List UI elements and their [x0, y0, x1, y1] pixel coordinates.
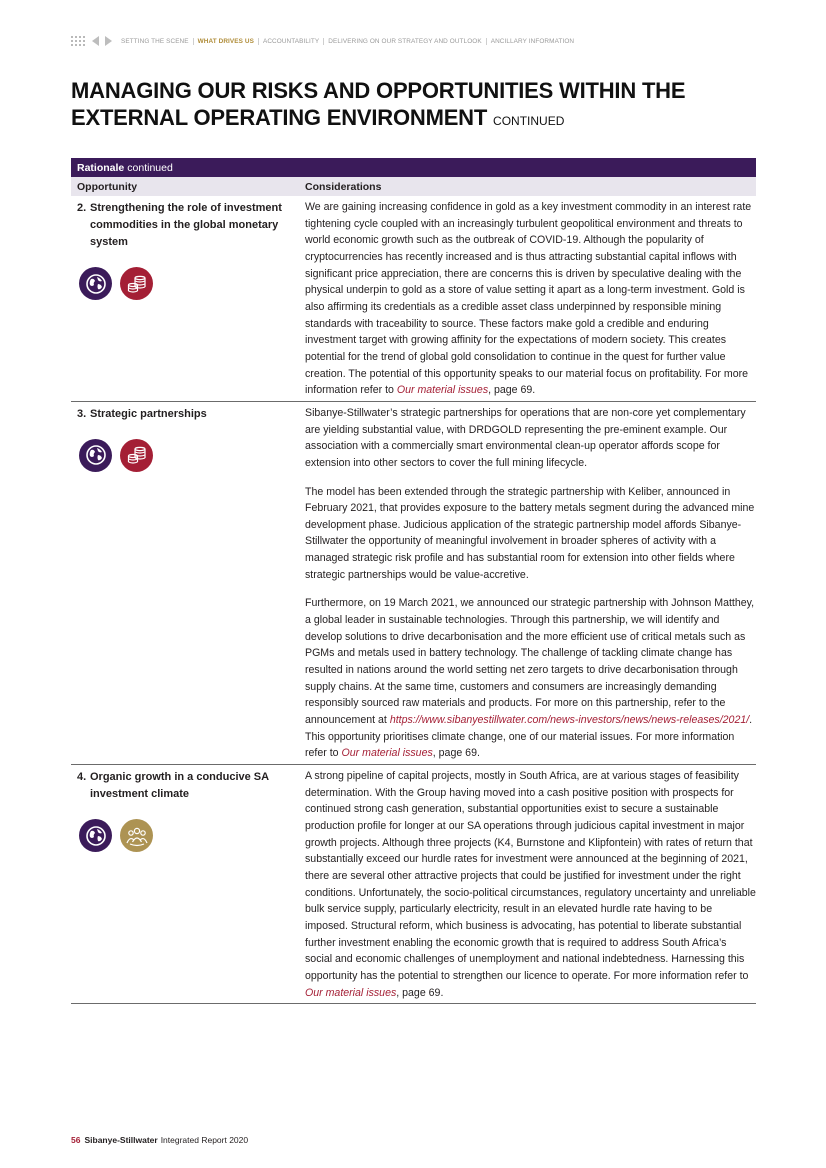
opportunity-title	[77, 769, 305, 803]
nav-link-delivering-strategy[interactable]: DELIVERING ON OUR STRATEGY AND OUTLOOK	[328, 37, 482, 45]
capital-icons	[79, 267, 305, 300]
nav-link-ancillary-information[interactable]: ANCILLARY INFORMATION	[490, 37, 575, 45]
table-row	[71, 402, 756, 765]
paragraph-text-end: , page 69.	[488, 384, 536, 397]
nav-divider	[486, 38, 487, 45]
nav-link-setting-the-scene[interactable]: SETTING THE SCENE	[121, 37, 189, 45]
section-nav	[71, 34, 574, 48]
previous-page-icon[interactable]	[92, 36, 99, 46]
nav-links	[121, 38, 574, 45]
opportunity-name: Strategic partnerships	[90, 407, 207, 420]
considerations-paragraph	[305, 768, 756, 1001]
grid-menu-icon[interactable]	[71, 36, 85, 46]
footer-brand: Sibanye-Stillwater	[84, 1135, 158, 1145]
nav-link-accountability[interactable]: ACCOUNTABILITY	[262, 37, 320, 45]
paragraph-text-end: , page 69.	[396, 986, 444, 999]
announcement-link[interactable]: https://www.sibanyestillwater.com/news-investors/news/news-releases/2021/	[389, 714, 750, 727]
table-header-continued: continued	[127, 161, 173, 174]
material-issues-link[interactable]: Our material issues	[396, 384, 489, 397]
considerations-cell	[305, 402, 756, 764]
opportunity-number: 3.	[77, 407, 87, 420]
material-issues-link[interactable]: Our material issues	[341, 747, 433, 760]
opportunity-name: Organic growth in a conducive SA investment climate	[90, 771, 269, 800]
paragraph-text: We are gaining increasing confidence in gold as a key investment commodity in an interest rate tightening cycle coupled with an increasingly turbulent geopolitical environment and threats to world economic growth such as the outbreak of COVID-19. Although the popularity of cryptocurrencies has recently increased and is thus attracting substantial capital inflows with significant price appreciation, there are concerns this is driven by speculative dealing with the physical underpin to gold as a store of value setting it apart as a long-term investment. Gold is also affirming its credentials as a credible asset class underpinned by responsible mining standards with traceability to source. These factors make gold a credible and enduring investment target with growing affinity for the expectations of modern society. This creates potential for the trend of global gold consolidation to continue in the quest for further value creation. The potential of this opportunity speaks to our material focus on profitability. For more information refer to	[305, 201, 752, 397]
page-title-suffix: CONTINUED	[493, 114, 565, 128]
next-page-icon[interactable]	[105, 36, 112, 46]
considerations-cell	[305, 196, 756, 401]
opportunity-cell	[71, 765, 305, 1003]
globe-icon	[79, 267, 112, 300]
paragraph-text: A strong pipeline of capital projects, mostly in South Africa, are at various stages of feasibility determination. With the Group having moved into a cash positive position with prospects for continued strong cash generation, substantial opportunities exist to secure a sustainable production profile for longer at our SA operations through judicious capital investment in major growth projects. Although three projects (K4, Burnstone and Klipfontein) with rates of return that substantially exceed our hurdle rates for investment were announced at the beginning of 2021, there are several other attractive projects that could be justified for investment under the right conditions. Unfortunately, the socio-political circumstances, regulatory uncertainty and unreliable bulk service supply, particularly electricity, result in an elevated hurdle rate having to be imposed. Structural reform, which business is advocating, has potential to liberate substantial further investment enabling the economic growth that is required to address South Africa’s social and economic challenges of unemployment and national indebtedness. Harnessing this opportunity has the potential to strengthen our licence to operate. For more information refer to	[305, 770, 756, 982]
column-header-considerations: Considerations	[305, 180, 382, 193]
material-issues-link[interactable]: Our material issues	[305, 986, 397, 999]
table-header	[71, 158, 756, 177]
capital-icons	[79, 819, 305, 852]
coins-icon	[120, 439, 153, 472]
page-footer	[71, 1135, 248, 1145]
opportunity-number: 2.	[77, 202, 87, 214]
opportunity-cell	[71, 196, 305, 401]
globe-icon	[79, 439, 112, 472]
nav-divider	[193, 38, 194, 45]
paragraph-text: Furthermore, on 19 March 2021, we announced our strategic partnership with Johnson Matthey, a global leader in sustainable technologies. Through this partnership, we will identify and develop solutions to drive decarbonisation and the more efficient use of critical metals such as PGMs and metals used in battery technology. The challenge of tackling climate change has resulted in nations around the world setting net zero targets to drive decarbonisation through supply chains. At the same time, customers and consumers are increasingly demanding responsibly sourced raw materials and products. For more on this partnership, refer to the announcement at	[305, 597, 755, 727]
coins-icon	[120, 267, 153, 300]
table-header-label: Rationale	[77, 161, 125, 174]
nav-divider	[258, 38, 259, 45]
opportunities-table	[71, 158, 756, 1004]
considerations-cell	[305, 765, 756, 1003]
considerations-paragraph: Sibanye-Stillwater’s strategic partnerships for operations that are non-core yet complementary are yielding substantial value, with DRDGOLD representing the pre-eminent example. Our association with a commercially smart environmental clean-up operator affords scope for extension into other sectors to cover the full mining lifecycle.	[305, 406, 746, 469]
table-column-headers	[71, 177, 756, 196]
page-title	[71, 77, 771, 135]
opportunity-cell	[71, 402, 305, 764]
globe-icon	[79, 819, 112, 852]
table-row	[71, 196, 756, 402]
paragraph-text-end: , page 69.	[432, 747, 480, 760]
column-header-opportunity: Opportunity	[77, 180, 138, 193]
page-number: 56	[71, 1135, 81, 1145]
opportunity-number: 4.	[77, 771, 87, 783]
considerations-paragraph	[305, 595, 756, 762]
people-icon	[120, 819, 153, 852]
opportunity-title	[77, 200, 305, 251]
footer-report-name: Integrated Report 2020	[160, 1135, 249, 1145]
nav-divider	[323, 38, 324, 45]
table-row	[71, 765, 756, 1004]
opportunity-name: Strengthening the role of investment commodities in the global monetary system	[90, 202, 282, 248]
opportunity-title	[77, 406, 305, 423]
nav-link-what-drives-us[interactable]: WHAT DRIVES US	[197, 37, 254, 45]
page-title-main: MANAGING OUR RISKS AND OPPORTUNITIES WITHIN THE EXTERNAL OPERATING ENVIRONMENT	[71, 78, 686, 130]
paragraph-text-mid: . This opportunity prioritises climate change, one of our material issues. For more information refer to	[305, 714, 753, 760]
capital-icons	[79, 439, 305, 472]
considerations-paragraph: The model has been extended through the strategic partnership with Keliber, announced in February 2021, that provides exposure to the battery metals segment during the advanced mine development phase. Judicious application of the strategic partnership model affords Sibanye-Stillwater the opportunity of meaningful involvement in broader spheres of activity with a managed strategic risk profile and has substantial room for extension into other fields where strategic partnerships would be value-accretive.	[305, 485, 755, 581]
considerations-paragraph	[305, 199, 756, 399]
